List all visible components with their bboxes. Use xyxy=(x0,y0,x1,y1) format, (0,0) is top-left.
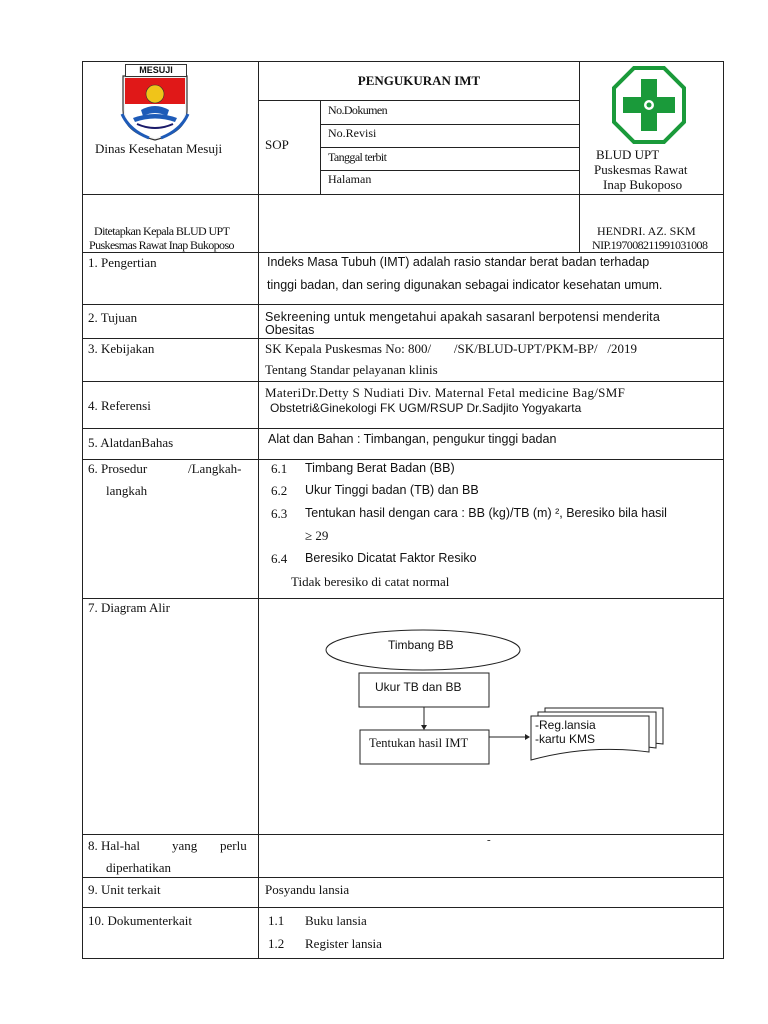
logo-banner-text: MESUJI xyxy=(139,65,173,75)
sign-name: HENDRI. AZ. SKM xyxy=(597,224,696,238)
halhal-label-a: 8. Hal-hal xyxy=(88,838,140,853)
field-no-dokumen: No.Dokumen xyxy=(328,103,387,117)
sign-nip: NIP.197008211991031008 xyxy=(592,238,708,252)
row-line-4 xyxy=(82,428,724,429)
referensi-label: 4. Referensi xyxy=(88,398,151,413)
page-title: PENGUKURAN IMT xyxy=(357,73,481,88)
pengertian-line-1: Indeks Masa Tubuh (IMT) adalah rasio standar berat badan terhadap xyxy=(267,255,650,269)
row-line-9 xyxy=(82,907,724,908)
field-line-3 xyxy=(320,170,580,171)
dokumen-label: 10. Dokumenterkait xyxy=(88,913,192,928)
row-line-2 xyxy=(82,338,724,339)
pengertian-line-2: tinggi badan, dan sering digunakan sebagai indicator kesehatan umum. xyxy=(267,278,663,292)
org-line-1: BLUD UPT xyxy=(596,147,660,162)
referensi-line-2: Obstetri&Ginekologi FK UGM/RSUP Dr.Sadjito Yogyakarta xyxy=(270,401,582,415)
prosedur-label-a: 6. Prosedur xyxy=(88,461,148,476)
flowchart-lines xyxy=(259,599,723,834)
field-halaman: Halaman xyxy=(328,172,372,186)
health-cross-icon xyxy=(612,66,686,144)
doc-line-1: -Reg.lansia xyxy=(535,718,596,732)
row-line-3 xyxy=(82,381,724,382)
referensi-line-1: MateriDr.Detty S Nudiati Div. Maternal Fetal medicine Bag/SMF xyxy=(265,385,626,400)
kebijakan-line-2: Tentang Standar pelayanan klinis xyxy=(265,362,438,377)
doc-line-2: -kartu KMS xyxy=(535,732,596,746)
box-1-label: Ukur TB dan BB xyxy=(375,680,462,694)
ditetapkan-line-2: Puskesmas Rawat Inap Bukoposo xyxy=(89,238,234,252)
header-sep-right xyxy=(579,61,580,252)
alat-label: 5. AlatdanBahas xyxy=(88,435,174,450)
kebijakan-label: 3. Kebijakan xyxy=(88,341,155,356)
ditetapkan-line-1: Ditetapkan Kepala BLUD UPT xyxy=(94,224,230,238)
step-4-text: Beresiko Dicatat Faktor Resiko xyxy=(305,551,477,565)
logo-banner xyxy=(125,64,187,77)
step-1-num: 6.1 xyxy=(271,461,288,476)
dept-name: Dinas Kesehatan Mesuji xyxy=(95,141,223,156)
dokumen-item-2-num: 1.2 xyxy=(268,936,285,951)
row-line-8 xyxy=(82,877,724,878)
prosedur-label-c: langkah xyxy=(106,483,148,498)
flowchart xyxy=(259,599,723,834)
mesuji-logo xyxy=(119,64,191,142)
halhal-label-b: yang xyxy=(172,838,198,853)
tujuan-label: 2. Tujuan xyxy=(88,310,138,325)
dokumen-item-1-num: 1.1 xyxy=(268,913,285,928)
step-3-text: Tentukan hasil dengan cara : BB (kg)/TB (m) ², Beresiko bila hasil xyxy=(305,506,667,520)
org-line-2: Puskesmas Rawat xyxy=(594,162,688,177)
diagram-label: 7. Diagram Alir xyxy=(88,600,170,615)
alat-text: Alat dan Bahan : Timbangan, pengukur tinggi badan xyxy=(268,432,557,446)
prosedur-label-b: /Langkah- xyxy=(188,461,242,476)
start-label: Timbang BB xyxy=(388,638,454,652)
dokumen-item-2-text: Register lansia xyxy=(305,936,382,951)
step-3-cont: ≥ 29 xyxy=(305,528,329,543)
field-line-2 xyxy=(320,147,580,148)
pengertian-label: 1. Pengertian xyxy=(88,255,157,270)
border-bottom xyxy=(82,958,724,959)
box-2-label: Tentukan hasil IMT xyxy=(369,736,469,750)
unit-text: Posyandu lansia xyxy=(265,882,350,897)
halhal-label-d: diperhatikan xyxy=(106,860,171,875)
field-no-revisi: No.Revisi xyxy=(328,126,377,140)
step-1-text: Timbang Berat Badan (BB) xyxy=(305,461,455,475)
border-right xyxy=(723,61,724,959)
step-4-num: 6.4 xyxy=(271,551,288,566)
arrow-head-right xyxy=(525,734,530,740)
dokumen-item-1-text: Buku lansia xyxy=(305,913,367,928)
row-line-1 xyxy=(82,304,724,305)
field-tanggal-terbit: Tanggal terbit xyxy=(328,150,387,164)
halhal-mark: - xyxy=(487,834,491,846)
border-top xyxy=(82,61,724,62)
field-line-1 xyxy=(320,124,580,125)
border-left xyxy=(82,61,83,959)
prosedur-extra: Tidak beresiko di catat normal xyxy=(291,574,450,589)
arrow-head-down xyxy=(421,725,427,730)
header-title-line xyxy=(258,100,580,101)
step-3-num: 6.3 xyxy=(271,506,288,521)
halhal-label-c: perlu xyxy=(220,838,247,853)
tujuan-line-1: Sekreening untuk mengetahui apakah sasaranl berpotensi menderita xyxy=(265,310,660,324)
puskesmas-logo xyxy=(612,66,686,144)
kebijakan-line-1: SK Kepala Puskesmas No: 800/ /SK/BLUD-UPT/PKM-BP/ /2019 xyxy=(265,341,637,356)
tujuan-line-2: Obesitas xyxy=(265,323,315,337)
row-line-5 xyxy=(82,459,724,460)
unit-label: 9. Unit terkait xyxy=(88,882,161,897)
header-mid-line xyxy=(82,194,724,195)
row-line-7 xyxy=(82,834,724,835)
step-2-text: Ukur Tinggi badan (TB) dan BB xyxy=(305,483,479,497)
step-2-num: 6.2 xyxy=(271,483,288,498)
sop-label: SOP xyxy=(265,137,289,152)
org-line-3: Inap Bukoposo xyxy=(603,177,683,192)
